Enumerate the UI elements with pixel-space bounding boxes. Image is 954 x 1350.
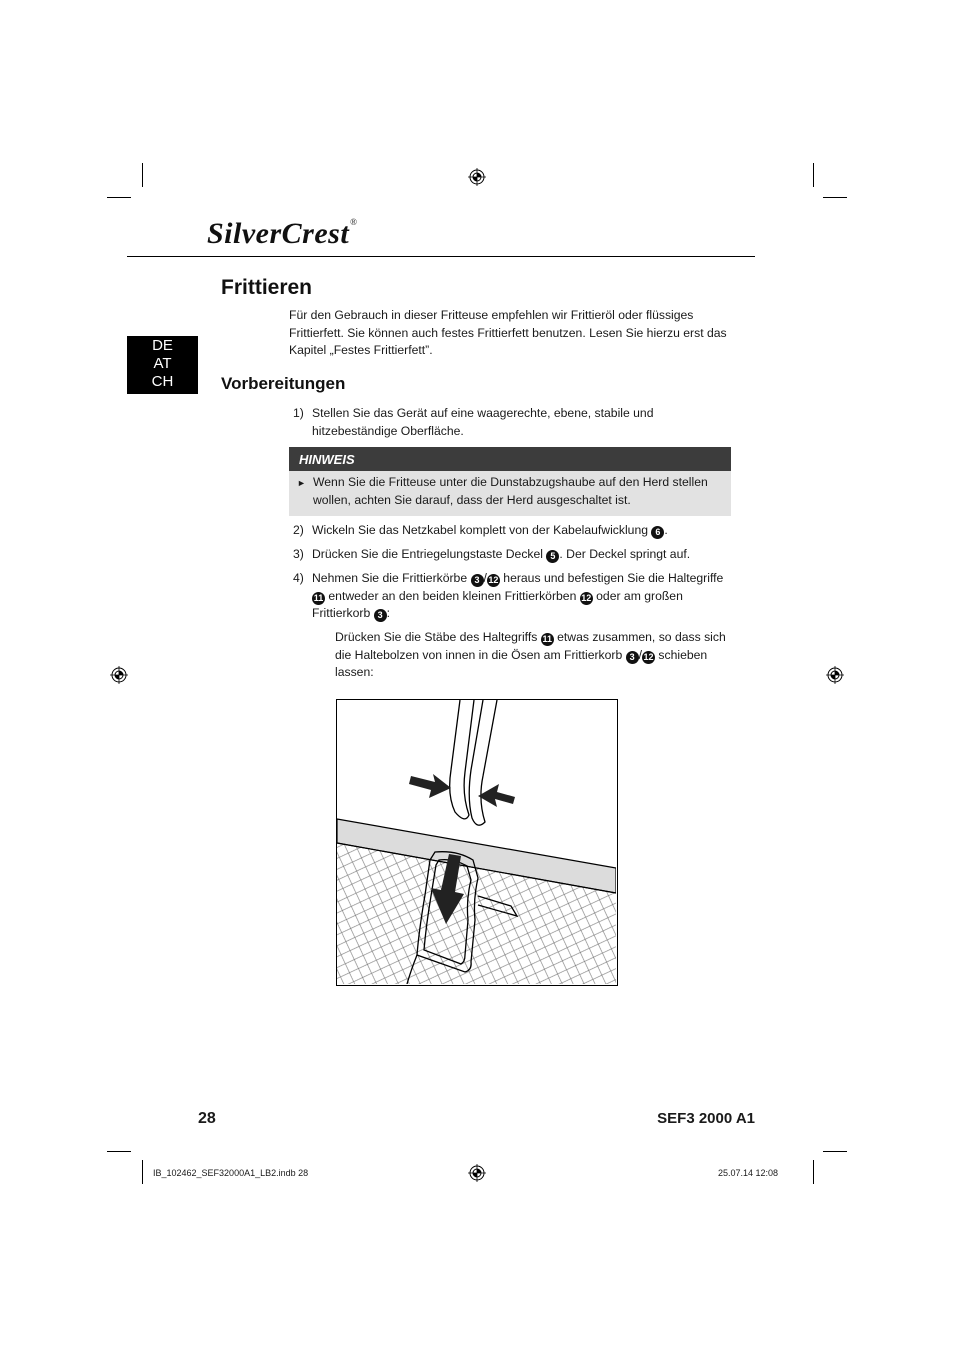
step-number: 3) <box>293 547 304 561</box>
brand-logo <box>207 217 358 251</box>
print-slug-file: IB_102462_SEF32000A1_LB2.indb 28 <box>153 1168 309 1178</box>
step-number: 2) <box>293 523 304 537</box>
page-title: Frittieren <box>221 276 313 299</box>
part-reference-badge: 6 <box>651 526 664 539</box>
step-item <box>293 522 733 540</box>
part-reference-badge: 3 <box>626 651 639 664</box>
language-code: AT <box>153 355 172 372</box>
part-reference-badge: 11 <box>542 634 552 644</box>
header-divider <box>127 256 755 257</box>
part-reference-badge: 12 <box>488 575 499 585</box>
intro-paragraph: Für den Gebrauch in dieser Fritteuse empfehlen wir Frittieröl oder flüssiges Frittierfett. Sie können auch festes Frittierfett benutzen. Lesen Sie hierzu erst das Kapitel „Festes Frittierfett”. <box>289 308 727 357</box>
note-header: HINWEIS <box>289 447 731 471</box>
handle-attachment-illustration <box>336 699 618 986</box>
page-number: 28 <box>198 1110 216 1127</box>
crop-mark <box>823 197 847 198</box>
bullet-arrow-icon: ► <box>297 478 306 488</box>
instruction-paragraph: Drücken Sie die Stäbe des Haltegriffs 11 etwas zusammen, so dass sich die Haltebolzen von innen in die Ösen am Frittierkorb 3 /12 schieben lassen: <box>335 630 726 679</box>
part-reference-badge: 12 <box>581 592 592 603</box>
step-item <box>293 405 733 440</box>
crop-mark <box>107 197 131 198</box>
note-body <box>289 471 731 516</box>
step-item <box>293 546 733 564</box>
crop-mark <box>813 163 814 187</box>
crop-mark <box>823 1151 847 1152</box>
model-number: SEF3 2000 A1 <box>657 1110 755 1127</box>
part-reference-badge: 11 <box>313 592 324 603</box>
step-text: Stellen Sie das Gerät auf eine waagerechte, ebene, stabile und hitzebeständige Oberfläche. <box>312 406 654 438</box>
part-reference-badge: 3 <box>374 609 387 622</box>
crop-mark <box>142 163 143 187</box>
step-text: Nehmen Sie die Frittierkörbe 3 /12 heraus und befestigen Sie die Haltegriffe 11 entweder an den beiden kleinen Frittierkörben 12 oder am großen Frittierkorb 3 : <box>312 571 724 620</box>
registration-mark-icon <box>826 666 844 684</box>
brand-logo-text: SilverCrest <box>207 217 350 250</box>
part-reference-badge: 3 <box>471 574 484 587</box>
registration-mark-icon <box>110 666 128 684</box>
step-number: 1) <box>293 406 304 420</box>
language-tab <box>127 336 198 394</box>
crop-mark <box>813 1160 814 1184</box>
part-reference-badge: 5 <box>546 550 559 563</box>
note-text: Wenn Sie die Fritteuse unter die Dunstabzugshaube auf den Herd stellen wollen, achten Sie darauf, dass der Herd ausgeschaltet ist. <box>313 475 708 507</box>
part-reference-badge: 12 <box>643 651 654 662</box>
crop-mark <box>142 1160 143 1184</box>
crop-mark <box>107 1151 131 1152</box>
step-text: Drücken Sie die Entriegelungstaste Deckel 5 . Der Deckel springt auf. <box>312 547 691 561</box>
basket-handle-drawing <box>337 700 616 984</box>
language-code: DE <box>152 337 173 354</box>
step-text: Wickeln Sie das Netzkabel komplett von der Kabelaufwicklung 6 . <box>312 523 668 537</box>
registered-mark: ® <box>350 217 358 227</box>
registration-mark-icon <box>468 1164 486 1182</box>
step-item <box>293 570 733 623</box>
step-number: 4) <box>293 571 304 585</box>
registration-mark-icon <box>468 168 486 186</box>
language-code: CH <box>151 373 174 390</box>
section-title: Vorbereitungen <box>221 374 346 393</box>
print-slug-date: 25.07.14 12:08 <box>717 1168 778 1178</box>
